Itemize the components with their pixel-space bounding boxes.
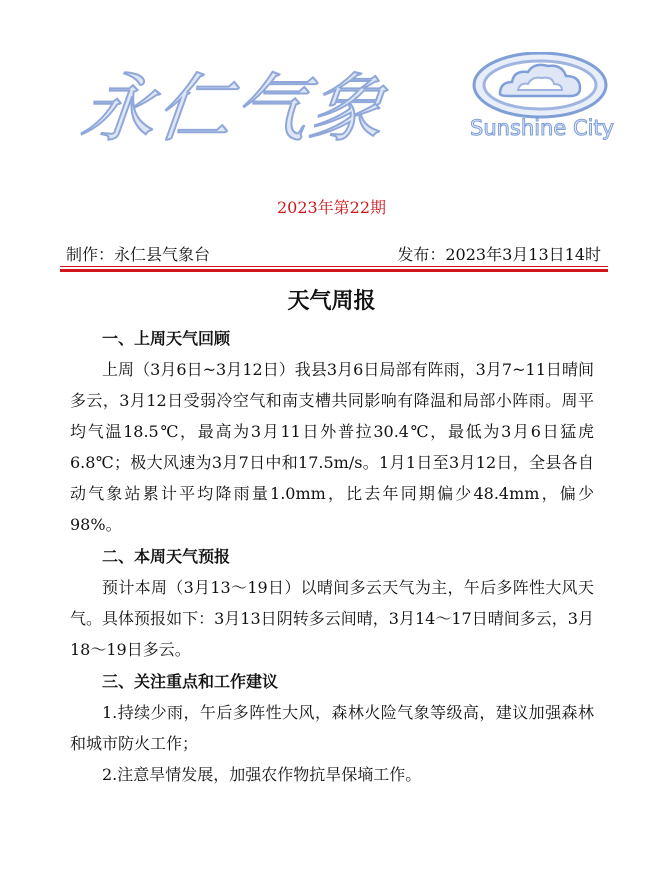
- published-label: 发布：2023年3月13日14时: [397, 245, 601, 264]
- section-heading: 一、上周天气回顾: [102, 329, 231, 348]
- cloud-logo-icon: [470, 52, 610, 122]
- masthead-title: 永仁气象: [76, 66, 390, 152]
- producer-label: 制作：永仁县气象台: [66, 245, 211, 264]
- section-forecast: [70, 542, 594, 665]
- section-heading: 二、本周天气预报: [102, 547, 231, 566]
- section-review: [70, 324, 594, 540]
- logo-text: Sunshine City: [470, 116, 615, 140]
- section-advice: [70, 667, 594, 790]
- red-divider-thin: [60, 266, 608, 267]
- section-paragraph: 1.持续少雨，午后多阵性大风，森林火险气象等级高，建议加强森林和城市防火工作；: [70, 703, 594, 753]
- section-heading: 三、关注重点和工作建议: [102, 672, 279, 691]
- sunshine-city-logo: [470, 52, 615, 154]
- issue-label: 2023年第22期: [276, 198, 387, 217]
- section-paragraph: 上周（3月6日~3月12日）我县3月6日局部有阵雨，3月7~11日晴间多云，3月12日受弱冷空气和南支槽共同影响有降温和局部小阵雨。周平均气温18.5℃，最高为3月11日外普拉30.4℃，最低为3月6日猛虎6.8℃；极大风速为3月7日中和17.5m/s。1月1日至3月12日，全县各自动气象站累计平均降雨量1.0mm，比去年同期偏少48.4mm，偏少98%。: [70, 360, 594, 534]
- red-divider-thick: [60, 269, 608, 272]
- report-body: [70, 324, 594, 790]
- section-paragraph: 2.注意旱情发展，加强农作物抗旱保墒工作。: [102, 765, 422, 784]
- section-paragraph: 预计本周（3月13～19日）以晴间多云天气为主，午后多阵性大风天气。具体预报如下：3月13日阴转多云间晴，3月14～17日晴间多云，3月18～19日多云。: [70, 578, 594, 659]
- report-title: 天气周报: [287, 288, 376, 314]
